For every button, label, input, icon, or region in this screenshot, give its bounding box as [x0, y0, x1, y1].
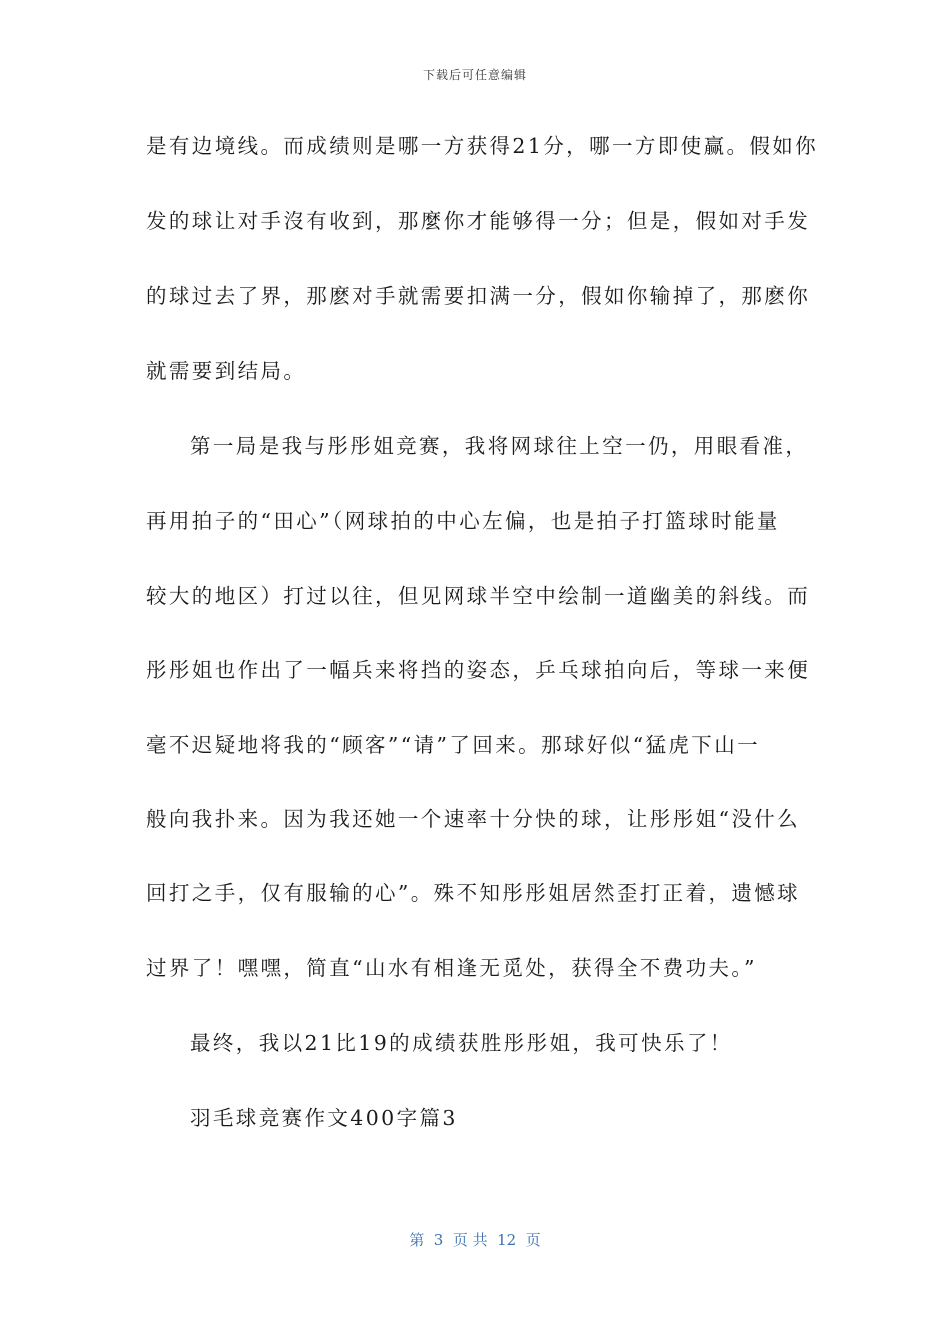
paragraph-line: 般向我扑来。因为我还她一个速率十分快的球，让彤彤姐“没什么 [146, 807, 801, 831]
header-note: 下载后可任意编辑 [422, 68, 527, 82]
paragraph-line: 发的球让对手沒有收到，那麼你才能够得一分；但是，假如对手发 [146, 209, 811, 233]
page-number-footer: 第 3 页 共 12 页 [409, 1231, 541, 1249]
paragraph-line: 回打之手，仅有服输的心”。殊不知彤彤姐居然歪打正着，遗憾球 [146, 881, 801, 905]
paragraph-line: 较大的地区）打过以往，但见网球半空中绘制一道幽美的斜线。而 [146, 584, 811, 608]
paragraph-line: 最终，我以21比19的成绩获胜彤彤姐，我可快乐了！ [190, 1031, 733, 1055]
paragraph-line: 再用拍子的“田心”（网球拍的中心左偏，也是拍子打篮球时能量 [146, 509, 780, 533]
paragraph-line: 毫不迟疑地将我的“顾客”“请”了回来。那球好似“猛虎下山一 [146, 733, 760, 757]
paragraph-line: 第一局是我与彤彤姐竞赛，我将网球往上空一仍，用眼看准， [190, 434, 809, 458]
paragraph-line: 过界了！嘿嘿，简直“山水有相逢无觅处，获得全不费功夫。” [146, 956, 757, 980]
paragraph-line: 是有边境线。而成绩则是哪一方获得21分，哪一方即使赢。假如你 [146, 134, 819, 158]
paragraph-line: 就需要到结局。 [146, 359, 307, 383]
section-heading: 羽毛球竞赛作文400字篇3 [190, 1106, 458, 1130]
paragraph-line: 的球过去了界，那麽对手就需要扣满一分，假如你输掉了，那麽你 [146, 284, 811, 308]
paragraph-line: 彤彤姐也作出了一幅兵来将挡的姿态，乒乓球拍向后，等球一来便 [146, 658, 811, 682]
